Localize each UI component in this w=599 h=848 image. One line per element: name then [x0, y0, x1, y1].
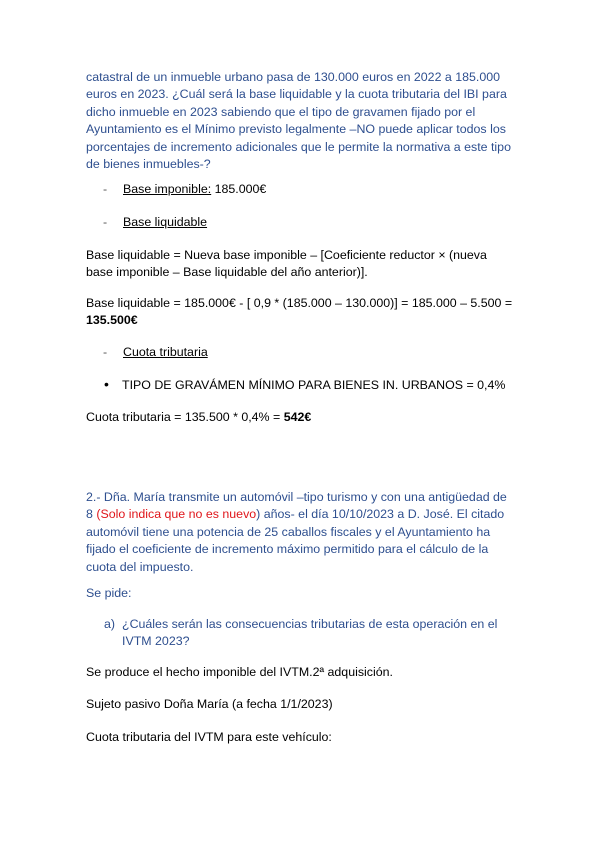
calc-cuota-text: Cuota tributaria = 135.500 * 0,4% =	[86, 410, 284, 424]
answer-3-text: Cuota tributaria del IVTM para este vehículo:	[86, 730, 332, 744]
question-2-paragraph	[86, 489, 516, 576]
tipo-gravamen-bullet	[104, 376, 505, 394]
base-liquidable-label: Base liquidable	[123, 215, 208, 229]
bullet-marker: •	[104, 376, 109, 392]
item-a-label: a)	[104, 617, 116, 631]
question-1-paragraph	[86, 69, 516, 173]
base-imponible-value: 185.000€	[211, 182, 267, 196]
item-a-text: ¿Cuáles serán las consecuencias tributarias de esta operación en el IVTM 2023?	[122, 617, 498, 649]
question-item-a	[104, 616, 516, 651]
question-2-red-note: (Solo indica que no es nuevo	[96, 507, 257, 522]
formula-base-liquidable	[86, 247, 516, 282]
answer-cuota-ivtm	[86, 729, 516, 746]
answer-sujeto-pasivo	[86, 696, 516, 713]
base-liquidable-heading	[103, 214, 207, 231]
cuota-tributaria-heading	[103, 344, 208, 361]
question-2-text-2: ) años- el día 10/10/2023 a D. José. El citado automóvil tiene una potencia de 25 caballos fiscales y el Ayuntamiento ha fijado el coeficiente de incremento máximo permitido para el cálculo de la cuota del impuesto.	[86, 507, 505, 574]
tipo-gravamen-text: TIPO DE GRAVÁMEN MÍNIMO PARA BIENES IN. URBANOS = 0,4%	[122, 378, 506, 392]
calc-base-liquidable	[86, 295, 516, 330]
question-1-text: catastral de un inmueble urbano pasa de 130.000 euros en 2022 a 185.000 euros en 2023. ¿Cuál será la base liquidable y la cuota tributaria del IBI para dicho inmueble en 2023 sabiendo que el tipo de gravamen fijado por el Ayuntamiento es el Mínimo previsto legalmente –NO puede aplicar todos los porcentajes de incremento adicionales que le permite la normativa a este tipo de bienes inmuebles-?	[86, 70, 511, 172]
calc-cuota-result: 542€	[283, 410, 312, 424]
calc-cuota-tributaria	[86, 409, 516, 426]
base-imponible-label: Base imponible:	[123, 182, 212, 196]
cuota-tributaria-label: Cuota tributaria	[123, 345, 208, 359]
dash-marker: -	[103, 345, 108, 359]
formula-text: Base liquidable = Nueva base imponible – [Coeficiente reductor × (nueva base imponible – Base liquidable del año anterior)].	[86, 248, 487, 280]
se-pide-label	[86, 585, 516, 602]
answer-2-text: Sujeto pasivo Doña María (a fecha 1/1/2023)	[86, 697, 333, 711]
answer-hecho-imponible	[86, 664, 516, 681]
calc-bl-text: Base liquidable = 185.000€ - [ 0,9 * (185.000 – 130.000)] = 185.000 – 5.500 =	[86, 296, 513, 310]
calc-bl-result: 135.500€	[86, 313, 138, 328]
answer-1-text: Se produce el hecho imponible del IVTM.2ª adquisición.	[86, 665, 393, 679]
question-2-text-1: 2.- Dña. María transmite un automóvil –tipo turismo y con una antigüedad de 8	[86, 490, 507, 522]
base-imponible-item	[103, 181, 266, 198]
dash-marker: -	[103, 215, 108, 229]
dash-marker: -	[103, 182, 108, 196]
se-pide-text: Se pide:	[86, 586, 132, 600]
